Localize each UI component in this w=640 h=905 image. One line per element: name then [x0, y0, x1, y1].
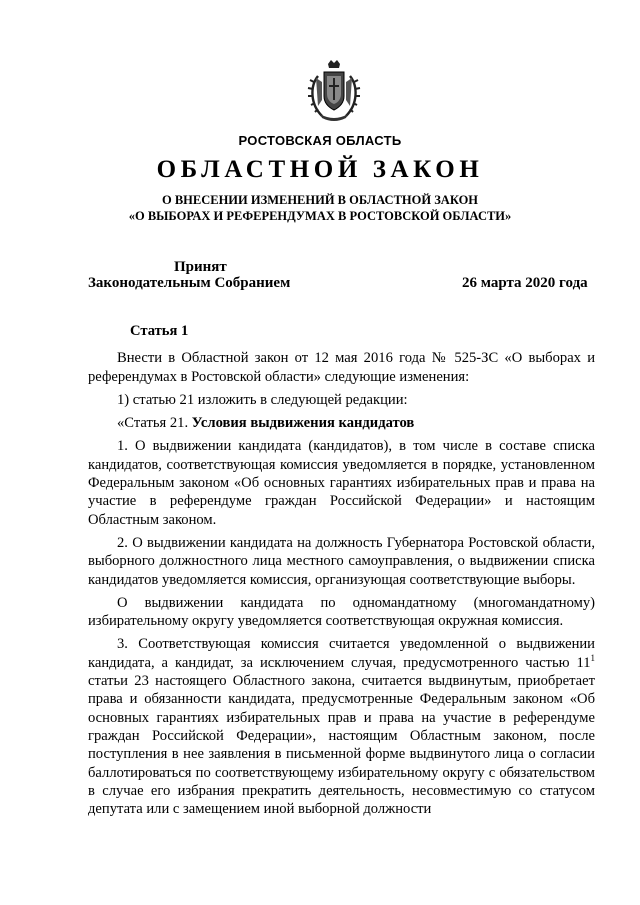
paragraph-3-part-b: статьи 23 настоящего Областного закона, считается выдвинутым, приобретает права и обязанности кандидата, предусмотренные Федеральным законом «Об основных гарантиях избирательных прав и права на участие в референдуме граждан Российской Федерации», настоящим Областным законом, после поступления в нее заявления в письменной форме выдвинутого лица о согласии баллотироваться по соответствующему избирательному округу с обязательством в случае его избрания прекратить деятельность, несовместимую со статусом депутата или с замещением иной выборной должности: [88, 673, 595, 818]
paragraph-2-continued: О выдвижении кандидата по одномандатному (многомандатному) избирательному округу уведомляется соответствующая окружная комиссия.: [88, 594, 595, 630]
region-name: РОСТОВСКАЯ ОБЛАСТЬ: [238, 133, 402, 148]
paragraph-1: 1. О выдвижении кандидата (кандидатов), в том числе в составе списка кандидатов, соответствующая комиссия уведомляется в порядке, установленном Федеральным законом «Об основных гарантиях избирательных прав и права на участие в референдуме граждан Российской Федерации» и настоящим Областным законом.: [88, 438, 595, 528]
adopted-label: Принят: [174, 259, 227, 275]
coat-of-arms-icon: [304, 58, 364, 124]
article-heading: Статья 1: [130, 323, 189, 339]
law-subtitle-line1: О ВНЕСЕНИИ ИЗМЕНЕНИЙ В ОБЛАСТНОЙ ЗАКОН: [161, 193, 479, 207]
law-subtitle-line2: «О ВЫБОРАХ И РЕФЕРЕНДУМАХ В РОСТОВСКОЙ ОБЛАСТИ»: [128, 209, 512, 223]
amendment-item-1: 1) статью 21 изложить в следующей редакции:: [117, 391, 408, 408]
paragraph-3-superscript: 1: [590, 652, 595, 663]
paragraph-3-part-a: 3. Соответствующая комиссия считается уведомленной о выдвижении кандидата, а кандидат, за исключением случая, предусмотренного частью 11: [88, 636, 595, 671]
document-body: [88, 322, 595, 823]
article-intro: Внести в Областной закон от 12 мая 2016 года № 525-ЗС «О выборах и референдумах в Ростовской области» следующие изменения:: [88, 350, 595, 385]
document-type-title: ОБЛАСТНОЙ ЗАКОН: [156, 156, 484, 183]
new-article-prefix: «Статья 21.: [117, 415, 192, 432]
paragraph-3: [88, 635, 595, 818]
adoption-date: 26 марта 2020 года: [462, 275, 588, 291]
paragraph-2: 2. О выдвижении кандидата на должность Губернатора Ростовской области, выборного должностного лица местного самоуправления, о выдвижении списка кандидатов уведомляется комиссия, организующая соответствующие выборы.: [88, 534, 595, 588]
new-article-title: Условия выдвижения кандидатов: [191, 415, 415, 432]
new-article-heading: [88, 414, 595, 432]
adopted-by-label: Законодательным Собранием: [88, 275, 291, 291]
